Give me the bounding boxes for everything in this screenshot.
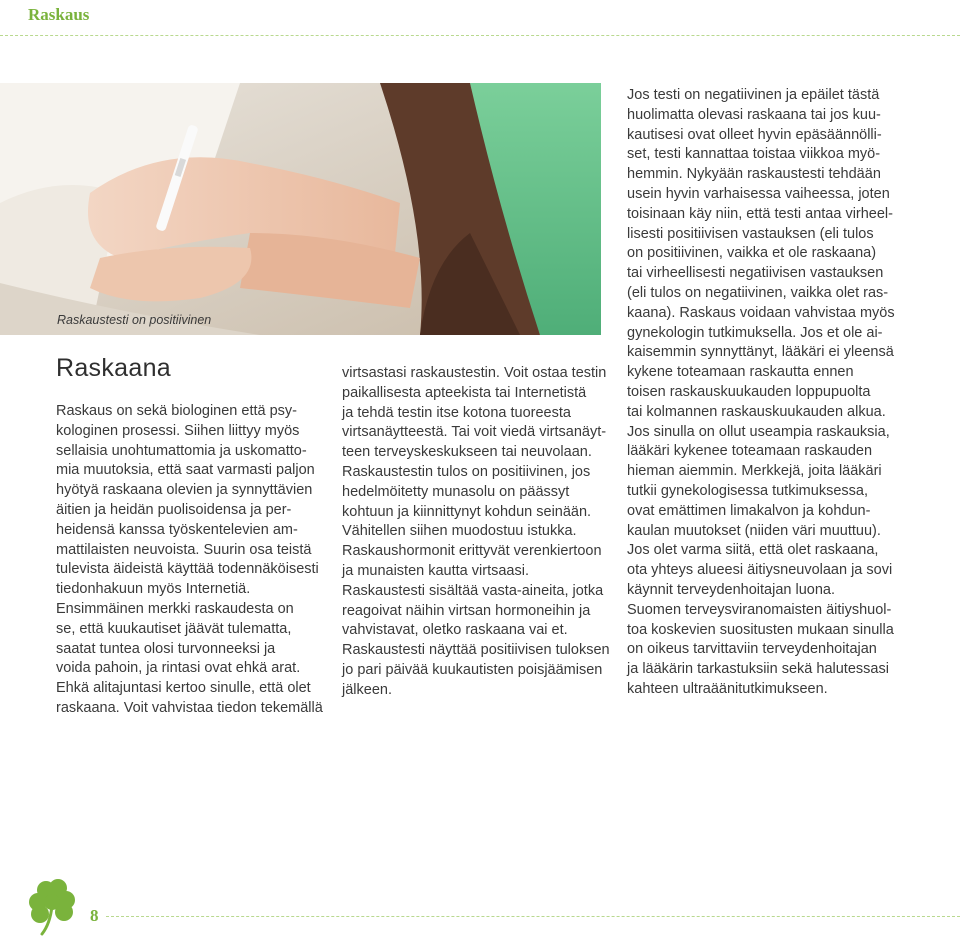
text-line: ja tehdä testin itse kotona tuoreesta xyxy=(342,404,571,421)
text-line: Raskaustestin tulos on positiivinen, jos xyxy=(342,463,591,480)
text-line: Ensimmäinen merkki raskaudesta on xyxy=(56,600,294,617)
text-line: toisinaan käy niin, että testi antaa virheel- xyxy=(627,205,893,222)
photo-caption: Raskaustesti on positiivinen xyxy=(57,313,212,327)
text-line: raskaana. Voit vahvistaa tiedon tekemällä xyxy=(56,699,323,716)
text-line: gynekologin tutkimuksella. Jos et ole ai- xyxy=(627,324,883,341)
text-line: mattilaisten neuvoista. Suurin osa teistä xyxy=(56,541,312,558)
article-photo xyxy=(0,83,601,335)
footer-divider xyxy=(106,916,960,917)
text-line: kautisesi ovat olleet hyvin epäsäännölli- xyxy=(627,126,882,143)
text-line: Raskaustesti sisältää vasta-aineita, jotka xyxy=(342,582,604,599)
text-line: kaisemmin synnyttänyt, lääkäri ei yleensä xyxy=(627,344,894,361)
text-line: toa koskevien suositusten mukaan sinulla xyxy=(627,621,894,638)
text-line: Jos sinulla on ollut useampia raskauksia, xyxy=(627,423,890,440)
text-line: tutkii gynekologisessa tutkimuksessa, xyxy=(627,482,868,499)
page-header xyxy=(0,0,960,38)
clover-icon xyxy=(24,876,88,940)
text-line: teen terveyskeskukseen tai neuvolaan. xyxy=(342,444,592,461)
text-line: kaana). Raskaus voidaan vahvistaa myös xyxy=(627,304,895,321)
article-heading: Raskaana xyxy=(56,354,171,382)
text-line: ja munaisten kautta virtsaasi. xyxy=(342,562,529,579)
text-line: äitien ja heidän puolisoidensa ja per- xyxy=(56,501,292,518)
article-column-3 xyxy=(627,86,895,700)
text-line: kykene toteamaan raskautta ennen xyxy=(627,364,854,381)
photo-hands-pregnancy-test xyxy=(0,83,601,335)
text-line: huolimatta olevasi raskaana tai jos kuu- xyxy=(627,106,881,123)
text-line: (eli tulos on negatiivinen, vaikka olet ras- xyxy=(627,284,889,301)
text-line: Jos testi on negatiivinen ja epäilet tästä xyxy=(627,87,880,103)
text-line: se, että kuukautiset jäävät tulematta, xyxy=(56,620,292,637)
text-line: vahvistavat, oletko raskaana vai et. xyxy=(342,622,568,639)
text-line: lääkäri kykenee toteamaan raskauden xyxy=(627,443,873,460)
text-line: Raskaustesti näyttää positiivisen tuloksen xyxy=(342,642,610,659)
text-line: on oikeus tarvittaviin terveydenhoitajan xyxy=(627,641,877,658)
text-line: Raskaus on sekä biologinen että psy- xyxy=(56,403,298,419)
text-line: ja lääkärin tarkastuksiin sekä halutessasi xyxy=(627,661,889,678)
article-column-2 xyxy=(342,364,610,701)
text-line: voida pahoin, ja rintasi ovat ehkä arat. xyxy=(56,660,301,677)
text-line: Jos olet varma siitä, että olet raskaana, xyxy=(627,542,879,559)
text-line: paikallisesta apteekista tai Internetistä xyxy=(342,384,587,401)
text-line: on positiivinen, vaikka et ole raskaana) xyxy=(627,245,877,262)
text-line: ota yhteys alueesi äitiysneuvolaan ja sovi xyxy=(627,562,893,579)
text-line: käynnit terveydenhoitajan luona. xyxy=(627,581,835,598)
text-line: tulevista äideistä käyttää todennäköisesti xyxy=(56,561,319,578)
text-line: jo pari päivää kuukautisten poisjäämisen xyxy=(342,661,603,678)
text-line: tai virheellisesti negatiivisen vastauksen xyxy=(627,265,884,282)
text-line: Vähitellen siihen muodostuu istukka. xyxy=(342,523,577,540)
text-line: reagoivat näihin virtsan hormoneihin ja xyxy=(342,602,591,619)
text-line: kahteen ultraäänitutkimukseen. xyxy=(627,680,828,697)
header-divider xyxy=(0,35,960,36)
article-column-1 xyxy=(56,402,323,719)
text-line: kohtuun ja kiinnittynyt kohdun seinään. xyxy=(342,503,592,520)
page-number: 8 xyxy=(90,906,99,925)
text-line: Suomen terveysviranomaisten äitiyshuol- xyxy=(627,601,892,618)
text-line: Ehkä alitajuntasi kertoo sinulle, että olet xyxy=(56,680,311,697)
text-line: saatat tuntea olosi turvonneeksi ja xyxy=(56,640,276,657)
text-line: heidensä kanssa työskentelevien am- xyxy=(56,521,298,538)
text-line: hemmin. Nykyään raskaustesti tehdään xyxy=(627,166,881,183)
running-title: Raskaus xyxy=(28,5,90,24)
text-line: jälkeen. xyxy=(342,681,392,698)
text-line: toisen raskauskuukauden loppupuolta xyxy=(627,383,871,400)
text-line: virtsastasi raskaustestin. Voit ostaa testin xyxy=(342,365,607,381)
text-line: hieman aiemmin. Merkkejä, joita lääkäri xyxy=(627,463,882,480)
text-line: mia muutoksia, että saat varmasti paljon xyxy=(56,462,315,479)
text-line: hedelmöitetty munasolu on päässyt xyxy=(342,483,570,500)
text-line: kologinen prosessi. Siihen liittyy myös xyxy=(56,422,300,439)
text-line: set, testi kannattaa toistaa viikkoa myö- xyxy=(627,146,881,163)
text-line: usein hyvin varhaisessa vaiheessa, joten xyxy=(627,185,890,202)
text-line: virtsanäytteestä. Tai voit viedä virtsanäyt- xyxy=(342,424,607,441)
text-line: tiedonhakuun myös Internetiä. xyxy=(56,581,251,598)
text-line: Raskaushormonit erittyvät verenkiertoon xyxy=(342,543,602,560)
text-line: tai kolmannen raskauskuukauden alkua. xyxy=(627,403,886,420)
text-line: lisesti positiivisen vastauksen (eli tulos xyxy=(627,225,874,242)
text-line: ovat emättimen limakalvon ja kohdun- xyxy=(627,502,871,519)
text-line: sellaisia unohtumattomia ja uskomatto- xyxy=(56,442,307,459)
text-line: kaulan muutokset (niiden väri muuttuu). xyxy=(627,522,881,539)
text-line: hyötyä raskaana olevien ja synnyttävien xyxy=(56,482,313,499)
